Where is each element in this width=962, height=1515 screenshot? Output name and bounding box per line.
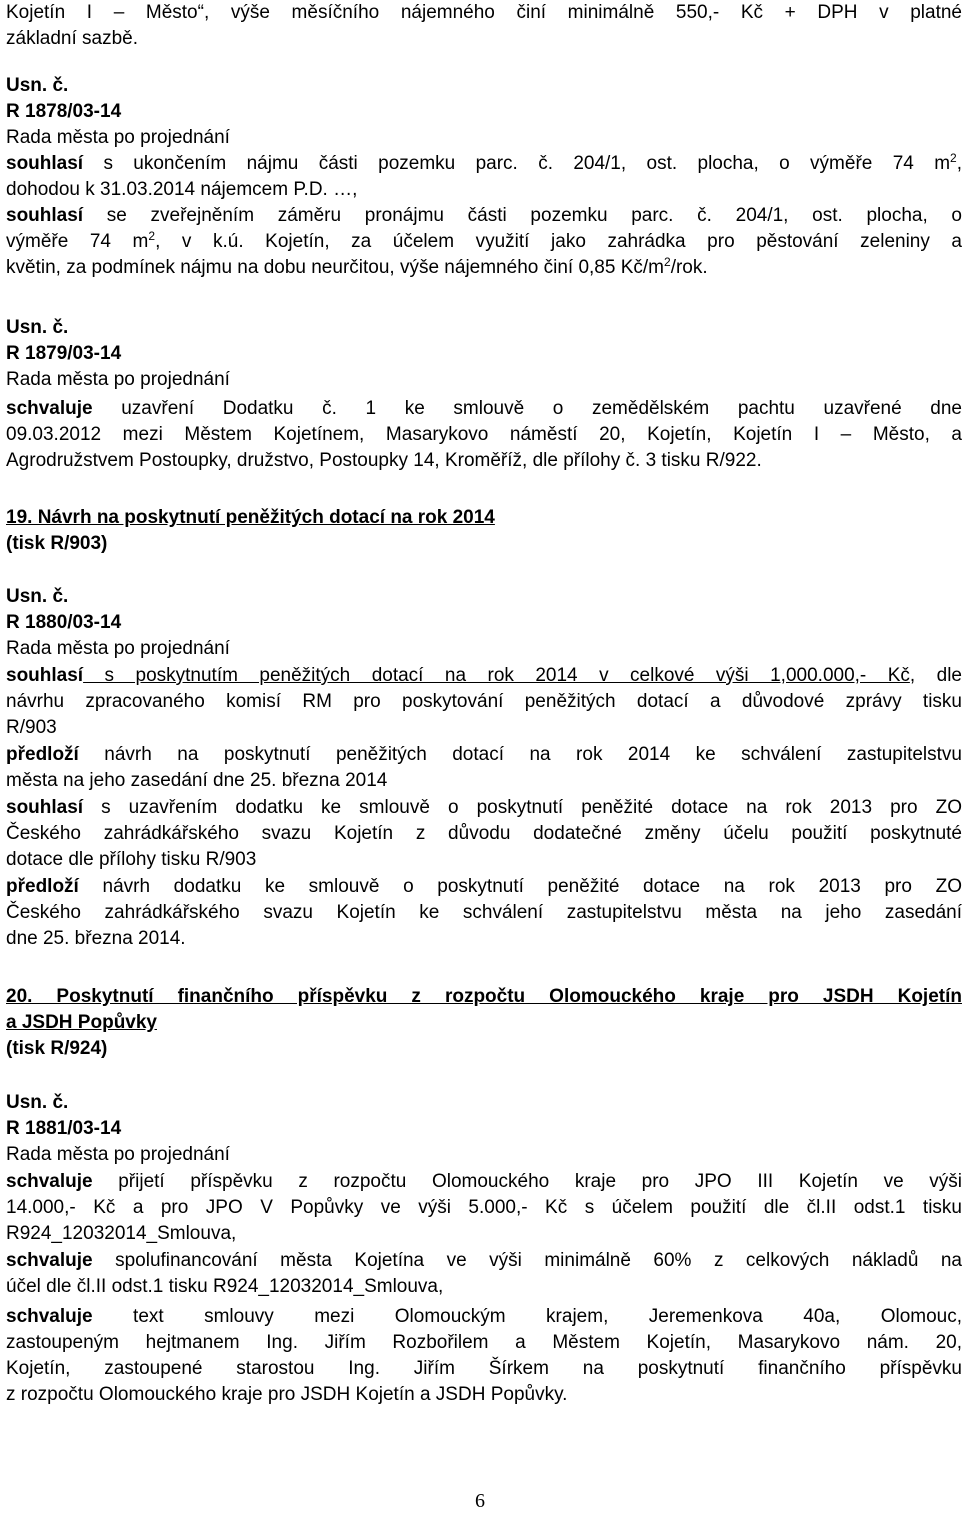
paragraph-line: Kojetín, zastoupené starostou Ing. Jiřím Šírkem na poskytnutí finančního příspěvku: [6, 1358, 962, 1379]
paragraph-line: [6, 229, 962, 255]
paragraph-line: R924_12032014_Smlouva,: [6, 1223, 237, 1244]
text: uzavření Dodatku č. 1 ke smlouvě o zemědělském pachtu uzavřené dne: [92, 398, 962, 419]
resolution-number: R 1881/03-14: [6, 1118, 122, 1139]
paragraph-line: 14.000,- Kč a pro JPO V Popůvky ve výši 5.000,- Kč s účelem použití dle čl.II odst.1 tisku: [6, 1197, 962, 1218]
paragraph-line: dne 25. března 2014.: [6, 928, 186, 949]
council-intro: Rada města po projednání: [6, 1144, 230, 1165]
paragraph-line: návrhu zpracovaného komisí RM pro poskytování peněžitých dotací a důvodové zprávy tisku: [6, 691, 962, 712]
section-tisk: (tisk R/924): [6, 1038, 108, 1059]
section-heading: a JSDH Popůvky: [6, 1012, 157, 1033]
text: návrh dodatku ke smlouvě o poskytnutí peněžité dotace na rok 2013 pro ZO: [78, 876, 962, 897]
verb: souhlasí: [6, 153, 84, 174]
paragraph-line: zastoupeným hejtmanem Ing. Jiřím Rozbořilem a Městem Kojetín, Masarykovo nám. 20,: [6, 1332, 962, 1353]
verb: předloží: [6, 744, 79, 765]
resolution-label: Usn. č.: [6, 586, 69, 607]
paragraph-line: Českého zahrádkářského svazu Kojetín ke schválení zastupitelstvu města na jeho zasedání: [6, 902, 962, 923]
paragraph-line: [6, 255, 962, 281]
verb: schvaluje: [6, 1306, 93, 1327]
verb: souhlasí: [6, 797, 84, 818]
resolution-number: R 1879/03-14: [6, 343, 122, 364]
page-number: 6: [475, 1490, 485, 1512]
resolution-label: Usn. č.: [6, 75, 69, 96]
paragraph-line: Agrodružstvem Postoupky, družstvo, Postoupky 14, Kroměříž, dle přílohy č. 3 tisku R/922.: [6, 450, 762, 471]
council-intro: Rada města po projednání: [6, 127, 230, 148]
verb: schvaluje: [6, 1171, 93, 1192]
paragraph-line: [6, 203, 962, 229]
superscript: 2: [950, 151, 957, 165]
verb: souhlasí: [6, 665, 84, 686]
text: ,: [956, 153, 962, 174]
section-heading: 19. Návrh na poskytnutí peněžitých dotací na rok 2014: [6, 507, 495, 528]
paragraph-line: [6, 874, 962, 900]
verb: schvaluje: [6, 398, 93, 419]
section-heading: 20. Poskytnutí finančního příspěvku z rozpočtu Olomouckého kraje pro JSDH Kojetín: [6, 986, 962, 1007]
council-intro: Rada města po projednání: [6, 638, 230, 659]
underlined-text: s poskytnutím peněžitých dotací na rok 2014 v celkové výši 1,000.000,- Kč: [83, 665, 910, 686]
text: s ukončením nájmu části pozemku parc. č. 204/1, ost. plocha, o výměře 74 m: [83, 153, 951, 174]
text: se zveřejněním záměru pronájmu části pozemku parc. č. 204/1, ost. plocha, o: [83, 205, 962, 226]
text: spolufinancování města Kojetína ve výši minimálně 60% z celkových nákladů na: [92, 1250, 962, 1271]
paragraph-line: [6, 1248, 962, 1274]
paragraph-line: účel dle čl.II odst.1 tisku R924_12032014_Smlouva,: [6, 1276, 444, 1297]
text: , v k.ú. Kojetín, za účelem využití jako zahrádka pro pěstování zeleniny a: [155, 231, 962, 252]
paragraph-line: Českého zahrádkářského svazu Kojetín z důvodu dodatečné změny účelu použití poskytnuté: [6, 823, 962, 844]
paragraph-line: z rozpočtu Olomouckého kraje pro JSDH Kojetín a JSDH Popůvky.: [6, 1384, 568, 1405]
resolution-number: R 1880/03-14: [6, 612, 122, 633]
paragraph-line: Kojetín I – Město“, výše měsíčního nájemného činí minimálně 550,- Kč + DPH v platné: [6, 2, 962, 23]
paragraph-line: [6, 1169, 962, 1195]
paragraph-line: [6, 1304, 962, 1330]
paragraph-line: [6, 795, 962, 821]
paragraph-line: dohodou k 31.03.2014 nájemcem P.D. …,: [6, 179, 358, 200]
text: výměře 74 m: [6, 231, 149, 252]
superscript: 2: [664, 255, 671, 269]
verb: souhlasí: [6, 205, 84, 226]
paragraph-line: R/903: [6, 717, 57, 738]
paragraph-line: základní sazbě.: [6, 28, 139, 49]
resolution-number: R 1878/03-14: [6, 101, 122, 122]
text: , dle: [909, 665, 962, 686]
text: text smlouvy mezi Olomouckým krajem, Jeremenkova 40a, Olomouc,: [92, 1306, 962, 1327]
text: s uzavřením dodatku ke smlouvě o poskytnutí peněžité dotace na rok 2013 pro ZO: [83, 797, 962, 818]
text: /rok.: [670, 257, 708, 278]
resolution-label: Usn. č.: [6, 1092, 69, 1113]
section-tisk: (tisk R/903): [6, 533, 108, 554]
text: květin, za podmínek nájmu na dobu neurčitou, výše nájemného činí 0,85 Kč/m: [6, 257, 664, 278]
paragraph-line: města na jeho zasedání dne 25. března 2014: [6, 770, 388, 791]
resolution-label: Usn. č.: [6, 317, 69, 338]
text: přijetí příspěvku z rozpočtu Olomouckého kraje pro JPO III Kojetín ve výši: [92, 1171, 962, 1192]
paragraph-line: [6, 742, 962, 768]
superscript: 2: [148, 229, 156, 243]
paragraph-line: [6, 396, 962, 422]
paragraph-line: 09.03.2012 mezi Městem Kojetínem, Masarykovo náměstí 20, Kojetín, Kojetín I – Město, a: [6, 424, 962, 445]
council-intro: Rada města po projednání: [6, 369, 230, 390]
verb: schvaluje: [6, 1250, 93, 1271]
paragraph-line: dotace dle přílohy tisku R/903: [6, 849, 257, 870]
paragraph-line: [6, 151, 962, 177]
paragraph-line: [6, 663, 962, 689]
text: návrh na poskytnutí peněžitých dotací na rok 2014 ke schválení zastupitelstvu: [78, 744, 962, 765]
verb: předloží: [6, 876, 79, 897]
